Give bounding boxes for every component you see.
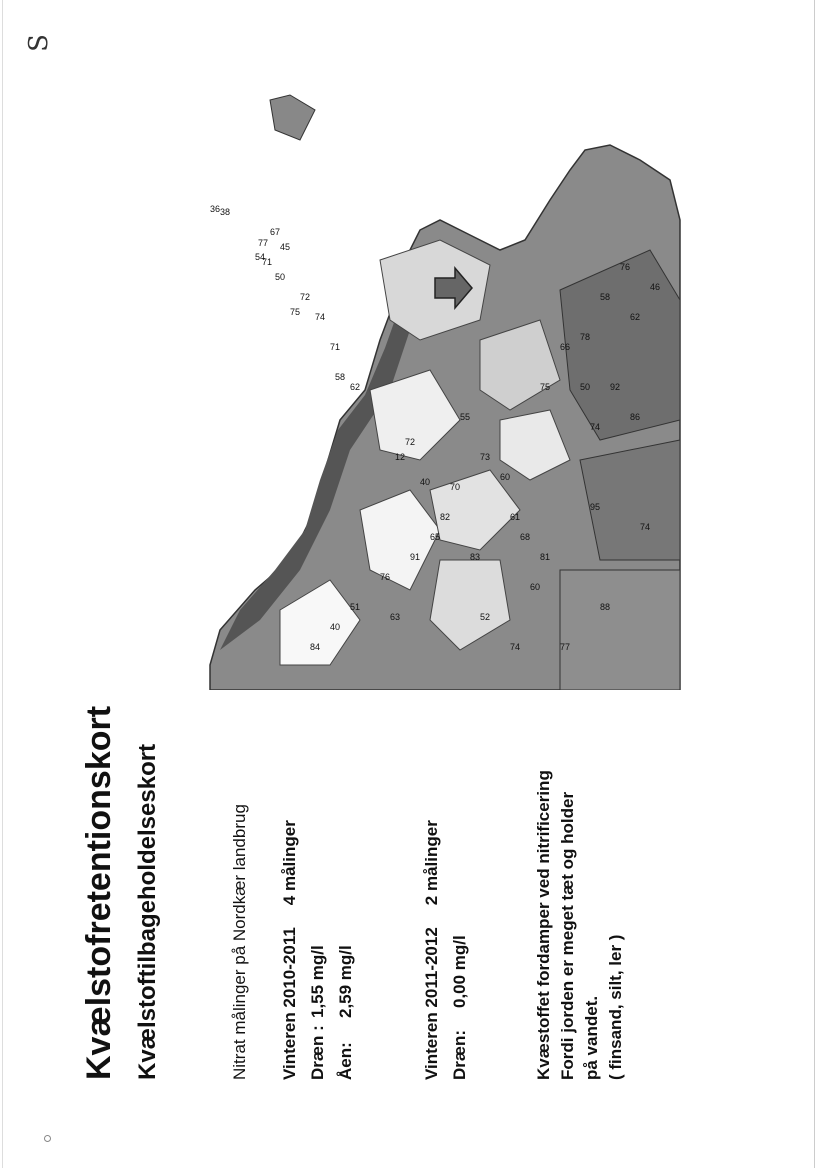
intro-prefix: Nitrat målinger på — [230, 941, 249, 1080]
winter1-row2 — [336, 880, 356, 1080]
note-line-2: Fordi jorden er meget tæt og holder — [558, 791, 577, 1080]
map-label: 84 — [310, 642, 321, 652]
note-line-1: Kvæstoffet fordamper ved nitrificering — [534, 770, 553, 1080]
winter1-title: Vinteren 2010-2011 — [280, 927, 299, 1080]
map-island — [270, 95, 315, 140]
winter2-row1-label: Dræn: — [450, 1029, 469, 1080]
map-label: 76 — [380, 572, 391, 582]
map-label: 72 — [405, 437, 416, 447]
winter1-heading — [280, 820, 300, 1080]
map-label: 82 — [440, 512, 451, 522]
map-label: 91 — [410, 552, 421, 562]
map-label: 95 — [590, 502, 601, 512]
map-label: 76 — [620, 262, 631, 272]
map-label: 73 — [480, 452, 491, 462]
scan-edge-left — [2, 0, 3, 1168]
map-label: 60 — [500, 472, 511, 482]
map-label: 74 — [590, 422, 601, 432]
map-label: 77 — [258, 238, 269, 248]
map-label: 60 — [530, 582, 541, 592]
winter2-row1-value: 0,00 mg/l — [450, 935, 469, 1008]
map-label: 72 — [300, 292, 311, 302]
punch-hole-mark — [44, 1135, 51, 1142]
map-label: 62 — [350, 382, 361, 392]
map-label: 65 — [430, 532, 441, 542]
winter2-count: 2 målinger — [422, 820, 441, 906]
map-label: 50 — [275, 272, 286, 282]
map-label: 86 — [630, 412, 641, 422]
slide-subtitle: Kvælstoftilbageholdelseskort — [134, 743, 161, 1080]
map-label: 40 — [420, 477, 431, 487]
map-label: 61 — [510, 512, 521, 522]
map-label: 63 — [390, 612, 401, 622]
map-label: 68 — [520, 532, 531, 542]
winter1-row2-label: Åen: — [336, 1042, 355, 1080]
winter1-count: 4 målinger — [280, 820, 299, 906]
map-label: 62 — [630, 312, 641, 322]
map-label: 71 — [262, 257, 273, 267]
map-label: 40 — [330, 622, 341, 632]
map-label: 55 — [460, 412, 471, 422]
map-label: 58 — [335, 372, 346, 382]
page-number-handwritten: S — [23, 34, 54, 52]
map-label: 75 — [540, 382, 551, 392]
note-line-4: ( finsand, silt, ler ) — [606, 934, 625, 1080]
map-label: 75 — [290, 307, 301, 317]
map-label: 45 — [280, 242, 291, 252]
map-label: 66 — [560, 342, 571, 352]
map-label: 77 — [560, 642, 571, 652]
map-label: 12 — [395, 452, 406, 462]
scan-edge-right — [814, 0, 815, 1168]
map-label: 74 — [640, 522, 651, 532]
map-label: 71 — [330, 342, 341, 352]
map-label: 52 — [480, 612, 491, 622]
map-label: 70 — [450, 482, 461, 492]
map-label: 74 — [510, 642, 521, 652]
winter1-row1-label: Dræn : — [308, 1025, 327, 1080]
note-line-3: på vandet. — [582, 995, 601, 1080]
winter1-row2-value: 2,59 mg/l — [336, 945, 355, 1018]
winter2-row1 — [450, 880, 470, 1080]
winter2-title: Vinteren 2011-2012 — [422, 927, 441, 1080]
map-label: 58 — [600, 292, 611, 302]
map-label: 83 — [470, 552, 481, 562]
map-label: 88 — [600, 602, 611, 612]
winter1-row1 — [308, 880, 328, 1080]
map-label: 46 — [650, 282, 661, 292]
winter1-row1-value: 1,55 mg/l — [308, 945, 327, 1018]
winter2-heading — [422, 820, 442, 1080]
map-label: 51 — [350, 602, 361, 612]
map-label: 92 — [610, 382, 621, 392]
map-label: 74 — [315, 312, 326, 322]
map-label: 67 — [270, 227, 281, 237]
map-label: 81 — [540, 552, 551, 562]
map-label: 38 — [220, 207, 231, 217]
intro-line — [230, 804, 250, 1080]
intro-place: Nordkær landbrug — [230, 804, 249, 942]
slide-title: Kvælstofretentionskort — [80, 705, 118, 1080]
map-label: 36 — [210, 204, 221, 214]
map-label: 54 — [255, 252, 266, 262]
slide-text-rotated — [80, 480, 690, 1080]
map-label: 50 — [580, 382, 591, 392]
map-label: 78 — [580, 332, 591, 342]
